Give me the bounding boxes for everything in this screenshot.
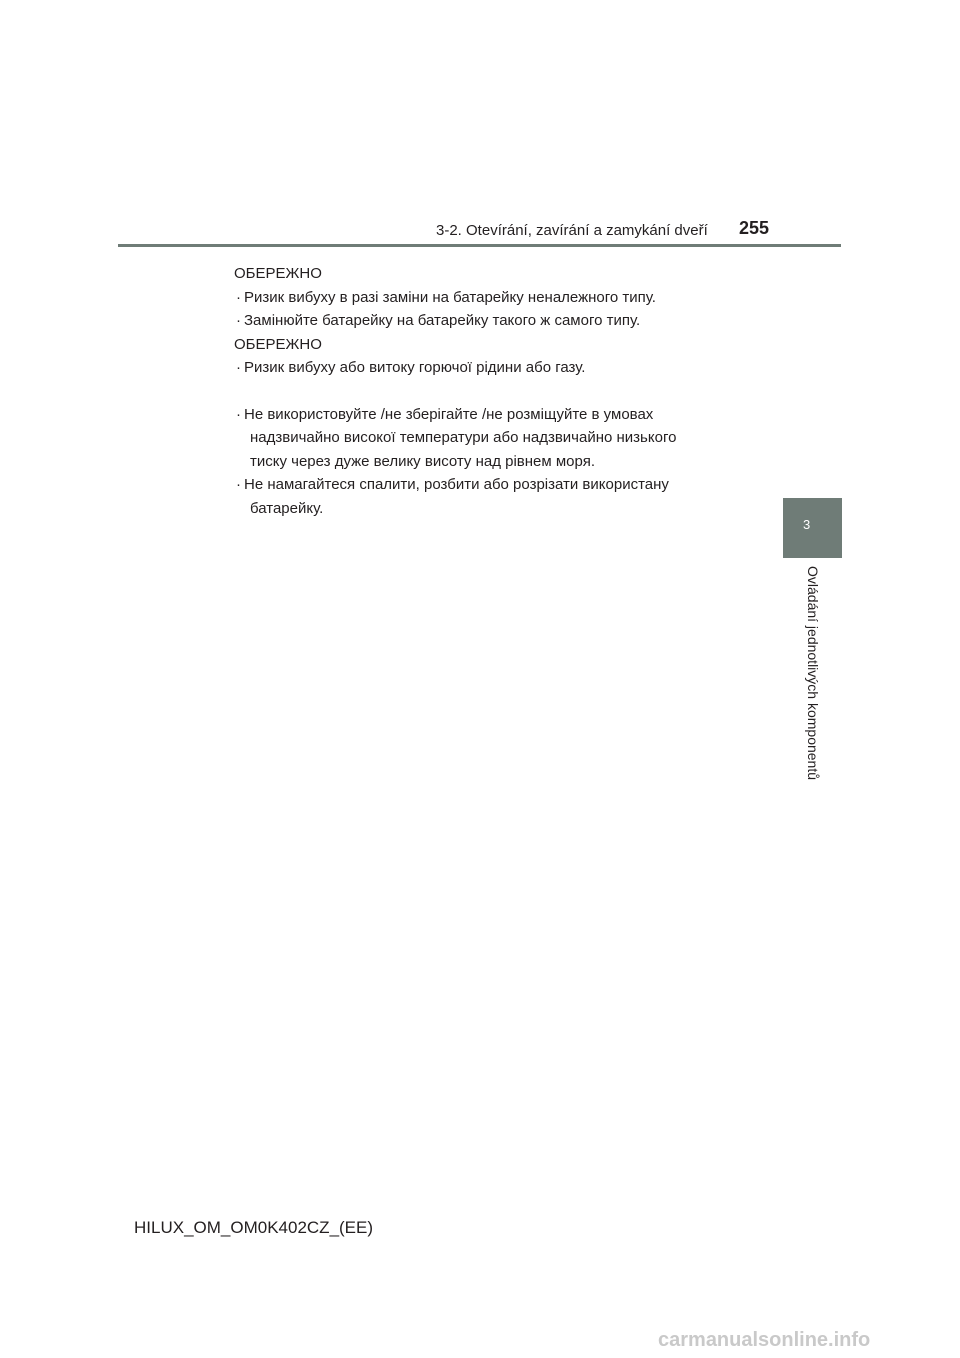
list-item-text: Не намагайтеся спалити, розбити або розрізати використану — [244, 476, 669, 493]
caution-heading: ОБЕРЕЖНО — [234, 335, 322, 353]
chapter-tab — [783, 498, 842, 558]
bullet-icon: · — [236, 312, 241, 329]
chapter-label: Ovládání jednotlivých komponentů — [805, 566, 821, 781]
list-item-continuation: надзвичайно високої температури або надзвичайно низького — [250, 429, 677, 446]
watermark: carmanualsonline.info — [658, 1329, 871, 1351]
bullet-icon: · — [236, 288, 241, 306]
list-item-text: Ризик вибуху або витоку горючої рідини або газу. — [244, 359, 586, 376]
list-item-text: Замінюйте батарейку на батарейку такого ж самого типу. — [244, 312, 641, 329]
list-item — [234, 403, 754, 427]
list-item-text: Ризик вибуху в разі заміни на батарейку неналежного типу. — [244, 288, 656, 306]
list-item-continuation: тиску через дуже велику висоту над рівнем моря. — [250, 452, 595, 470]
list-item — [234, 473, 754, 497]
document-code: HILUX_OM_OM0K402CZ_(EE) — [134, 1218, 374, 1237]
bullet-icon: · — [236, 476, 241, 493]
chapter-number: 3 — [803, 517, 811, 532]
section-title: 3-2. Otevírání, zavírání a zamykání dveří — [436, 222, 708, 239]
spacer — [234, 380, 754, 403]
list-item-text: Не використовуйте /не зберігайте /не розміщуйте в умовах — [244, 405, 654, 423]
list-item — [234, 309, 754, 333]
chapter-side-label — [803, 566, 825, 796]
list-item — [234, 286, 754, 310]
page-number: 255 — [739, 218, 770, 238]
header-divider — [118, 244, 841, 247]
caution-heading: ОБЕРЕЖНО — [234, 265, 322, 282]
list-item — [234, 356, 754, 380]
caution-content — [234, 262, 754, 520]
bullet-icon: · — [236, 359, 241, 376]
bullet-icon: · — [236, 405, 241, 423]
list-item-continuation: батарейку. — [250, 499, 324, 517]
